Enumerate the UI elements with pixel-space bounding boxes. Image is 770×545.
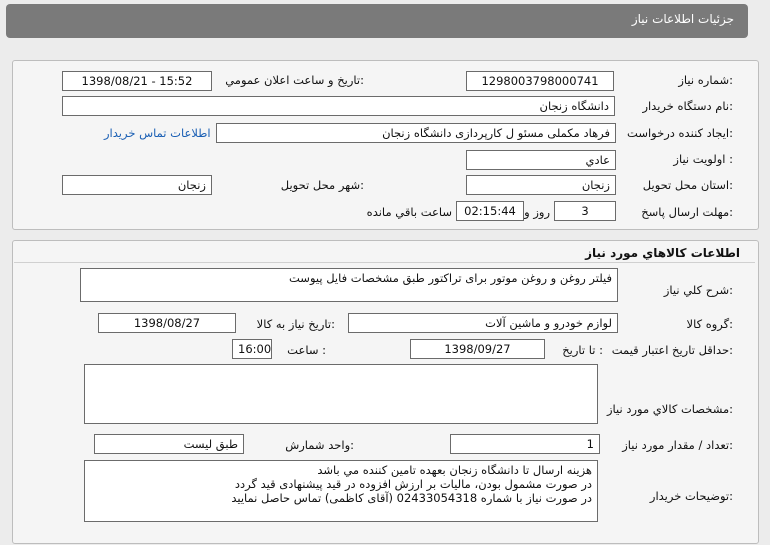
remaining-word: ساعت باقي مانده — [366, 205, 452, 219]
priority-label: اولويت نياز : — [673, 152, 733, 166]
notes-label: توضيحات خريدار: — [649, 489, 733, 503]
min-valid-label: حداقل تاريخ اعتبار قيمت: — [611, 343, 733, 357]
province-label: استان محل تحويل: — [642, 178, 733, 192]
spec-label: مشخصات کالاي مورد نياز: — [606, 402, 733, 416]
days-word: روز و — [524, 205, 550, 219]
notes-field — [84, 460, 598, 522]
unit-label: واحد شمارش: — [285, 438, 354, 452]
note-line-2: در صورت مشمول بودن، ماليات بر ارزش افزوده در قيد پيشنهادی قيد گردد — [234, 477, 592, 491]
count-label: تعداد / مقدار مورد نياز: — [622, 438, 733, 452]
announce-date-field: 1398/08/21 - 15:52 — [62, 71, 212, 91]
spec-field — [84, 364, 598, 424]
need-number-label: شماره نياز: — [678, 73, 733, 87]
city-field: زنجان — [62, 175, 212, 195]
buyer-org-field: دانشگاه زنجان — [62, 96, 615, 116]
deadline-time-field: 02:15:44 — [456, 201, 524, 221]
creator-label: ايجاد کننده درخواست: — [627, 126, 733, 140]
desc-text: فیلتر روغن و روغن موتور برای تراکتور طبق مشخصات فایل پیوست — [289, 271, 612, 285]
need-number-field: 1298003798000741 — [466, 71, 614, 91]
page-title: جزئيات اطلاعات نياز — [631, 12, 734, 26]
valid-date-field: 1398/09/27 — [410, 339, 545, 359]
buyer-org-label: نام دستگاه خريدار: — [642, 99, 733, 113]
note-line-1: هزينه ارسال تا دانشگاه زنجان بعهده تامين کننده مي باشد — [317, 463, 592, 477]
goods-section-title: اطلاعات کالاهاي مورد نياز — [585, 246, 740, 260]
group-field: لوازم خودرو و ماشين آلات — [348, 313, 618, 333]
goods-divider — [14, 262, 755, 263]
province-field: زنجان — [466, 175, 616, 195]
buyer-contact-link[interactable]: اطلاعات تماس خريدار — [104, 126, 211, 140]
announce-date-label: تاريخ و ساعت اعلان عمومي: — [225, 73, 364, 87]
until-label: تا تاريخ : — [562, 343, 603, 357]
note-line-3: در صورت نياز با شماره 02433054318 (آقای کاظمی) تماس حاصل نماييد — [231, 491, 592, 505]
city-label: شهر محل تحويل: — [280, 178, 364, 192]
page-title-bar — [6, 4, 748, 38]
desc-label: شرح کلي نياز: — [663, 283, 733, 297]
valid-time-field: 16:00 — [232, 339, 272, 359]
priority-field: عادي — [466, 150, 616, 170]
need-date-label: تاريخ نياز به کالا: — [256, 317, 335, 331]
count-field: 1 — [450, 434, 600, 454]
unit-field: طبق ليست — [94, 434, 244, 454]
creator-field: فرهاد مکملی مسئو ل کارپردازی دانشگاه زنجان — [216, 123, 616, 143]
deadline-days-field: 3 — [554, 201, 616, 221]
group-label: گروه کالا: — [686, 317, 733, 331]
hour-label: ساعت : — [287, 343, 326, 357]
deadline-label: مهلت ارسال پاسخ: — [641, 205, 733, 219]
desc-field — [80, 268, 618, 302]
need-date-field: 1398/08/27 — [98, 313, 236, 333]
